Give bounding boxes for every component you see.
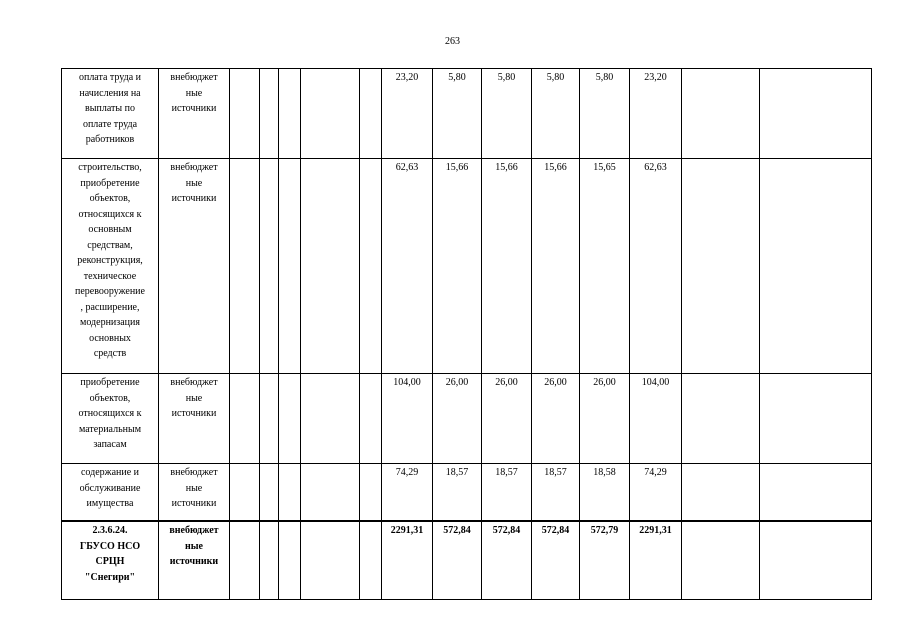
empty-cell (230, 464, 260, 522)
table-row (62, 464, 872, 522)
funding-source-line: ные (185, 87, 203, 99)
funding-source-line: источники (171, 193, 217, 204)
funding-source-line: ные (185, 482, 203, 494)
funding-source-line: ные (184, 540, 203, 552)
empty-cell (260, 464, 279, 522)
row-name-line: приобретение (80, 177, 140, 189)
value-cell: 572,79 (580, 521, 630, 600)
value-cell: 26,00 (532, 374, 580, 464)
row-name-cell (62, 69, 159, 159)
row-name-line: материальным (78, 423, 142, 435)
value-cell: 23,20 (382, 69, 433, 159)
funding-source-cell (159, 69, 230, 159)
funding-source-line: внебюджет (169, 525, 219, 536)
empty-cell (360, 521, 382, 600)
empty-cell (682, 374, 760, 464)
value-cell: 5,80 (482, 69, 532, 159)
empty-cell (279, 521, 301, 600)
empty-cell (301, 374, 360, 464)
empty-cell (360, 159, 382, 374)
value-cell: 18,57 (532, 464, 580, 522)
funding-source-line: источники (171, 103, 217, 114)
value-cell: 104,00 (382, 374, 433, 464)
funding-source-cell (159, 464, 230, 522)
empty-cell (682, 159, 760, 374)
empty-cell (760, 159, 872, 374)
row-name-line: запасам (93, 439, 127, 450)
table-row (62, 159, 872, 374)
empty-cell (279, 69, 301, 159)
value-cell: 5,80 (580, 69, 630, 159)
row-name-line: средствам, (87, 239, 133, 251)
table-body (62, 69, 872, 600)
value-cell: 2291,31 (630, 521, 682, 600)
funding-source-line: внебюджет (170, 162, 218, 173)
row-name-line: модернизация (80, 317, 140, 328)
empty-cell (260, 374, 279, 464)
funding-source-line: внебюджет (170, 72, 218, 83)
funding-source-line: источники (171, 408, 217, 419)
value-cell: 15,66 (433, 159, 482, 374)
row-name-line: имущества (86, 498, 134, 509)
row-name-line: объектов, (89, 193, 131, 204)
empty-cell (260, 159, 279, 374)
value-cell: 74,29 (382, 464, 433, 522)
value-cell: 572,84 (433, 521, 482, 600)
value-cell: 2291,31 (382, 521, 433, 600)
value-cell: 15,66 (532, 159, 580, 374)
row-name-line: 2.3.6.24. (92, 525, 128, 536)
row-name-line: выплаты по (85, 103, 135, 114)
row-name-line: средств (93, 348, 127, 359)
funding-source-line: ные (185, 177, 203, 189)
value-cell: 74,29 (630, 464, 682, 522)
row-name-line: ГБУСО НСО (79, 540, 141, 552)
value-cell: 18,57 (433, 464, 482, 522)
empty-cell (760, 69, 872, 159)
page-number: 263 (445, 36, 460, 47)
value-cell: 26,00 (482, 374, 532, 464)
row-name-line: основных (89, 332, 131, 344)
value-cell: 15,66 (482, 159, 532, 374)
empty-cell (760, 374, 872, 464)
funding-source-line: ные (185, 392, 203, 404)
row-name-cell (62, 464, 159, 522)
funding-source-line: внебюджет (170, 467, 218, 478)
empty-cell (230, 374, 260, 464)
value-cell: 572,84 (532, 521, 580, 600)
value-cell: 26,00 (433, 374, 482, 464)
value-cell: 62,63 (630, 159, 682, 374)
funding-source-cell (159, 374, 230, 464)
empty-cell (279, 464, 301, 522)
empty-cell (360, 69, 382, 159)
table-row (62, 521, 872, 600)
row-name-line: основным (88, 224, 132, 235)
empty-cell (230, 521, 260, 600)
funding-source-line: источники (171, 498, 217, 509)
table-row (62, 69, 872, 159)
table-row (62, 374, 872, 464)
budget-table (61, 68, 872, 600)
empty-cell (301, 69, 360, 159)
value-cell: 26,00 (580, 374, 630, 464)
empty-cell (760, 464, 872, 522)
funding-source-cell (159, 159, 230, 374)
empty-cell (279, 159, 301, 374)
empty-cell (260, 69, 279, 159)
empty-cell (682, 464, 760, 522)
empty-cell (260, 521, 279, 600)
row-name-line: работников (85, 134, 135, 145)
empty-cell (301, 464, 360, 522)
value-cell: 23,20 (630, 69, 682, 159)
row-name-line: перевооружение (75, 286, 145, 297)
row-name-line: приобретение (80, 377, 140, 388)
empty-cell (301, 159, 360, 374)
row-name-line: строительство, (78, 162, 142, 173)
funding-source-cell (159, 521, 230, 600)
row-name-line: СРЦН (95, 556, 125, 567)
row-name-line: оплата труда и (78, 72, 142, 83)
empty-cell (760, 521, 872, 600)
value-cell: 104,00 (630, 374, 682, 464)
row-name-line: , расширение, (80, 301, 140, 313)
value-cell: 15,65 (580, 159, 630, 374)
row-name-line: объектов, (89, 392, 131, 404)
funding-source-line: внебюджет (170, 377, 218, 388)
empty-cell (279, 374, 301, 464)
row-name-line: оплате труда (82, 118, 138, 130)
empty-cell (230, 69, 260, 159)
empty-cell (682, 69, 760, 159)
row-name-line: относящихся к (78, 408, 142, 419)
empty-cell (360, 374, 382, 464)
row-name-line: обслуживание (79, 482, 141, 494)
value-cell: 572,84 (482, 521, 532, 600)
value-cell: 5,80 (532, 69, 580, 159)
row-name-line: относящихся к (78, 208, 142, 220)
row-name-line: техническое (83, 270, 137, 282)
row-name-line: содержание и (80, 467, 140, 478)
empty-cell (360, 464, 382, 522)
empty-cell (230, 159, 260, 374)
value-cell: 62,63 (382, 159, 433, 374)
empty-cell (301, 521, 360, 600)
value-cell: 5,80 (433, 69, 482, 159)
empty-cell (682, 521, 760, 600)
row-name-line: реконструкция, (77, 255, 143, 266)
row-name-cell (62, 521, 159, 600)
row-name-line: начисления на (79, 87, 141, 99)
value-cell: 18,57 (482, 464, 532, 522)
row-name-cell (62, 374, 159, 464)
row-name-line: "Снегири" (84, 571, 136, 583)
row-name-cell (62, 159, 159, 374)
funding-source-line: источники (169, 556, 219, 567)
value-cell: 18,58 (580, 464, 630, 522)
